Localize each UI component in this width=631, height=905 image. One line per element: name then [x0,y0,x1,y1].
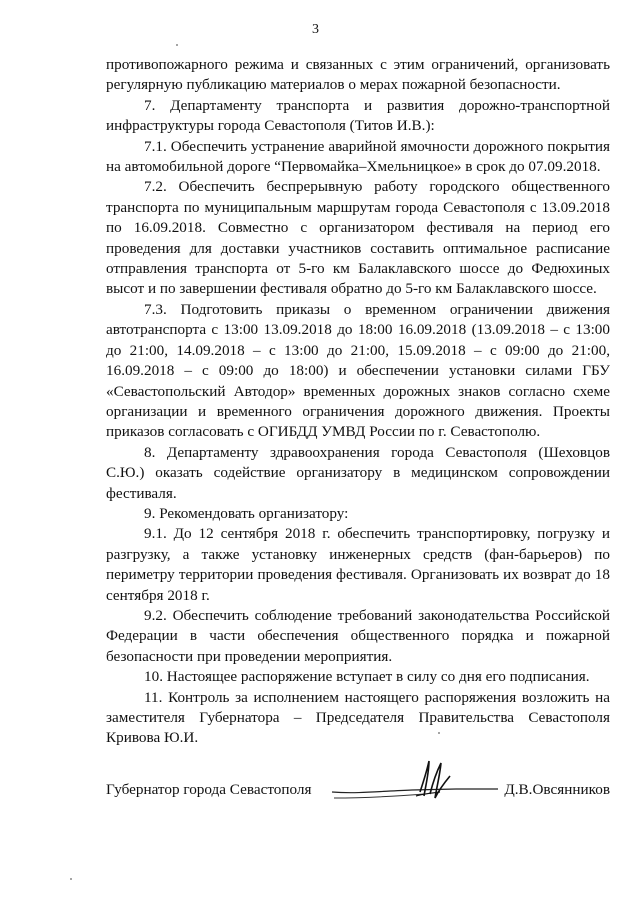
document-body [106,55,610,749]
paragraph-7-1: 7.1. Обеспечить устранение аварийной ямочности дорожного покрытия на автомобильной дороге “Первомайка–Хмельницкое» в срок до 07.09.2018. [106,137,610,176]
scan-speck [176,44,178,46]
paragraph-11: 11. Контроль за исполнением настоящего распоряжения возложить на заместителя Губернатора – Председателя Правительства Севастополя Кривова Ю.И. [106,688,610,747]
paragraph-8: 8. Департаменту здравоохранения города Севастополя (Шеховцов С.Ю.) оказать содействие организатору в медицинском сопровождении фестиваля. [106,443,610,502]
scan-speck [438,732,440,734]
paragraph-7-2: 7.2. Обеспечить беспрерывную работу городского общественного транспорта по муниципальным маршрутам города Севастополя с 13.09.2018 по 16.09.2018. Совместно с организатором фестиваля на период его проведения для доставки участников составить оптимальное расписание отправления транспорта от 5-го км Балаклавского шоссе до Федюхиных высот и по завершении фестиваля обратно до 5-го км Балаклавского шоссе. [106,178,610,298]
paragraph-fire-safety-continued: противопожарного режима и связанных с этим ограничений, организовать регулярную публикацию материалов о мерах пожарной безопасности. [106,56,610,94]
handwritten-signature [328,758,498,810]
paragraph-10: 10. Настоящее распоряжение вступает в силу со дня его подписания. [144,668,590,686]
paragraph-7-3: 7.3. Подготовить приказы о временном ограничении движения автотранспорта с 13:00 13.09.2018 до 18:00 16.09.2018 (13.09.2018 – с 13:00 до 21:00, 14.09.2018 – с 13:00 до 21:00, 15.09.2018 – с 09:00 до 21:00, 16.09.2018 – с 09:00 до 18:00) и обеспечении установки силами ГБУ «Севастопольский Автодор» временных дорожных знаков согласно схеме организации и временного ограничения дорожного движения. Проекты приказов согласовать с ОГИБДД УМВД России по г. Севастополю. [106,300,610,441]
paragraph-9-1: 9.1. До 12 сентября 2018 г. обеспечить транспортировку, погрузку и разгрузку, а также установку инженерных средств (фан-барьеров) по периметру территории проведения фестиваля. Организовать их возврат до 18 сентября 2018 г. [106,525,610,604]
paragraph-9: 9. Рекомендовать организатору: [144,504,349,522]
signatory-title: Губернатор города Севастополя [106,781,312,798]
page-number: 3 [312,22,319,37]
scan-speck [70,878,72,880]
signatory-name: Д.В.Овсянников [504,781,610,798]
signature-block [106,776,610,806]
paragraph-7: 7. Департаменту транспорта и развития дорожно-транспортной инфраструктуры города Севастополя (Титов И.В.): [106,96,610,135]
paragraph-9-2: 9.2. Обеспечить соблюдение требований законодательства Российской Федерации в части обеспечения общественного порядка и пожарной безопасности при проведении мероприятия. [106,606,610,665]
